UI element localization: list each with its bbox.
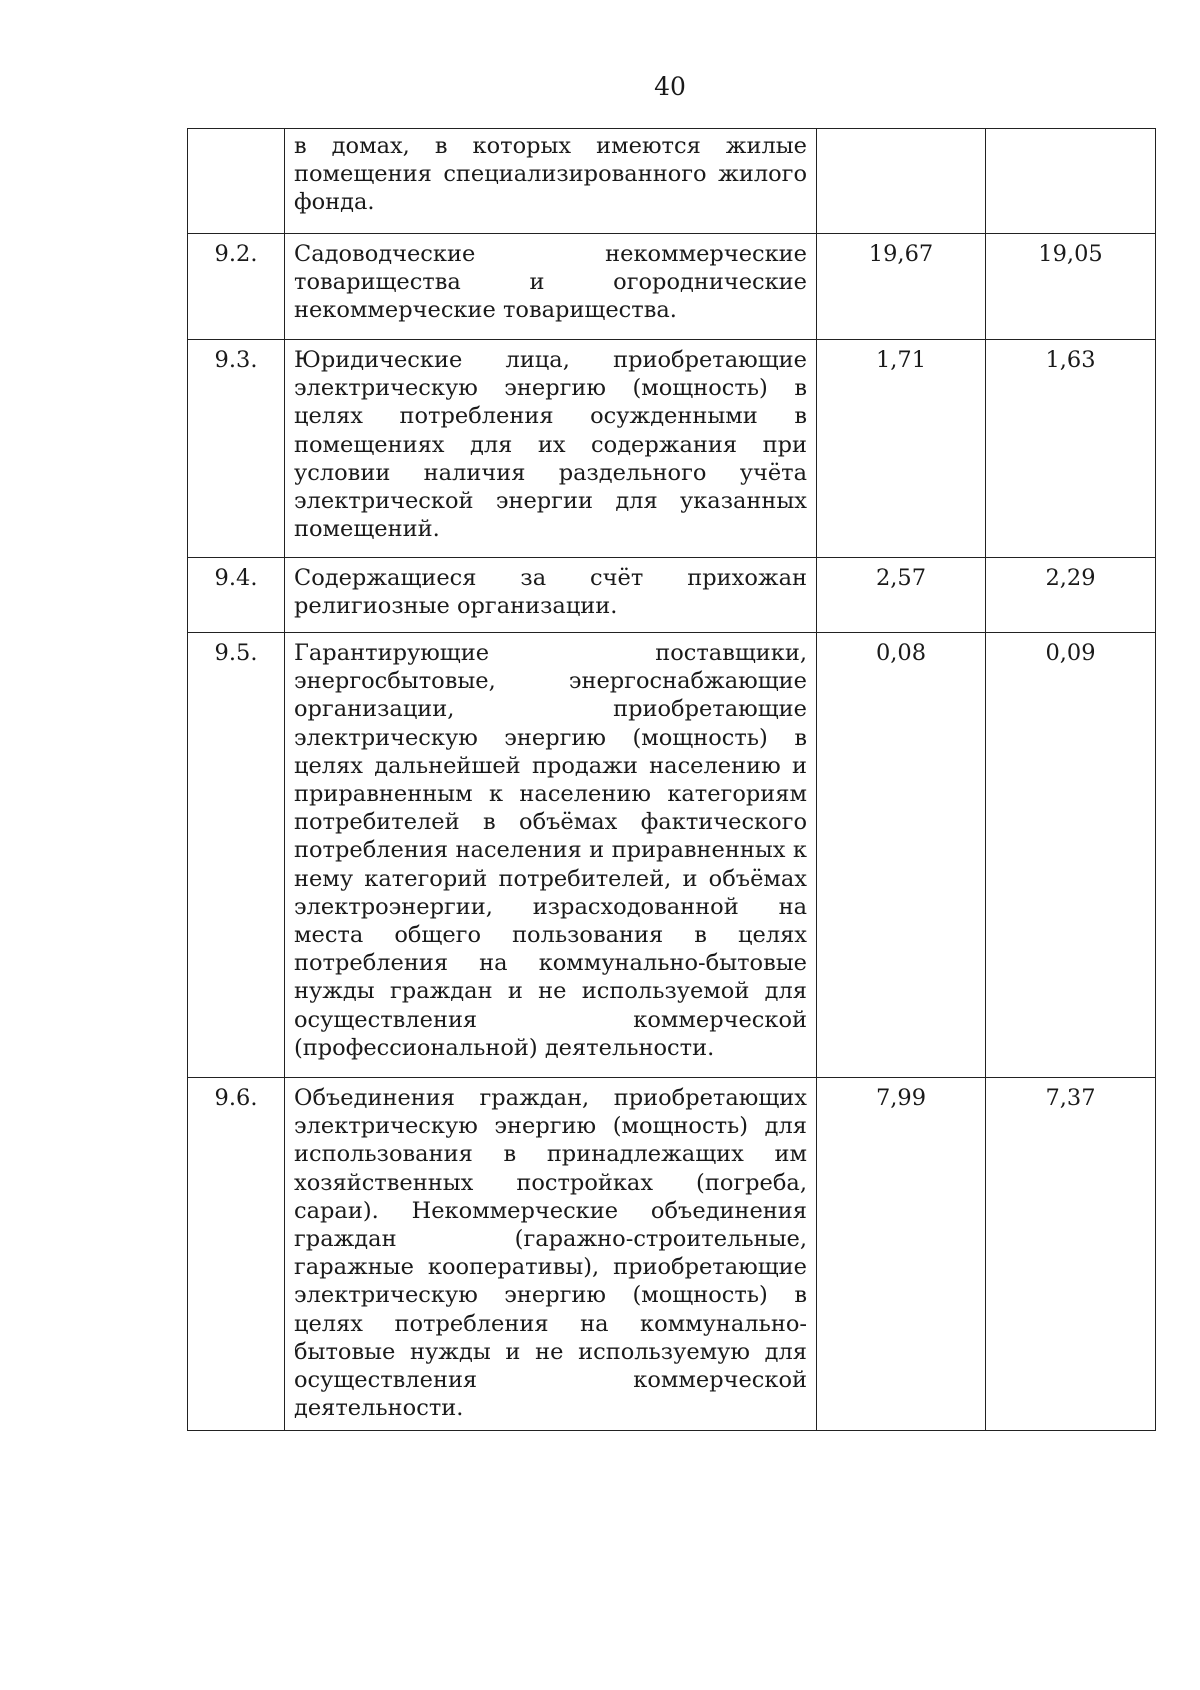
row-number: 9.3. xyxy=(188,340,285,558)
row-value-1: 2,57 xyxy=(817,558,986,633)
row-number xyxy=(188,129,285,234)
row-description: Гарантирующие поставщики, энергосбытовые, энергоснабжающие организации, приобретающие электрическую энергию (мощность) в целях дальнейшей продажи населению и приравненным к населению категориям потребителей в объёмах фактического потребления населения и приравненных к нему категорий потребителей, и объёмах электроэнергии, израсходованной на места общего пользования в целях потребления на коммунально-бытовые нужды граждан и не используемой для осуществления коммерческой (профессиональной) деятельности. xyxy=(285,633,817,1078)
row-number: 9.6. xyxy=(188,1078,285,1431)
row-value-1 xyxy=(817,129,986,234)
page-number: 40 xyxy=(654,72,686,101)
row-value-1: 0,08 xyxy=(817,633,986,1078)
row-value-1: 19,67 xyxy=(817,234,986,340)
row-description: Объединения граждан, приобретающих электрическую энергию (мощность) для использования в принадлежащих им хозяйственных постройках (погреба, сараи). Некоммерческие объединения граждан (гаражно-строительные, гаражные кооперативы), приобретающие электрическую энергию (мощность) в целях потребления на коммунально-бытовые нужды и не используемую для осуществления коммерческой деятельности. xyxy=(285,1078,817,1431)
row-value-2 xyxy=(986,129,1156,234)
table-row xyxy=(188,340,1156,558)
table-row xyxy=(188,633,1156,1078)
row-value-2: 2,29 xyxy=(986,558,1156,633)
row-number: 9.4. xyxy=(188,558,285,633)
tariff-table xyxy=(187,128,1156,1431)
row-description: Содержащиеся за счёт прихожан религиозные организации. xyxy=(285,558,817,633)
table-row xyxy=(188,558,1156,633)
row-description: Садоводческие некоммерческие товарищества и огороднические некоммерческие товарищества. xyxy=(285,234,817,340)
row-value-2: 0,09 xyxy=(986,633,1156,1078)
table-row xyxy=(188,129,1156,234)
table-row xyxy=(188,234,1156,340)
row-value-2: 1,63 xyxy=(986,340,1156,558)
row-description: Юридические лица, приобретающие электрическую энергию (мощность) в целях потребления осужденными в помещениях для их содержания при условии наличия раздельного учёта электрической энергии для указанных помещений. xyxy=(285,340,817,558)
row-description: в домах, в которых имеются жилые помещения специализированного жилого фонда. xyxy=(285,129,817,234)
row-value-1: 1,71 xyxy=(817,340,986,558)
row-value-1: 7,99 xyxy=(817,1078,986,1431)
row-value-2: 7,37 xyxy=(986,1078,1156,1431)
row-number: 9.5. xyxy=(188,633,285,1078)
row-number: 9.2. xyxy=(188,234,285,340)
row-value-2: 19,05 xyxy=(986,234,1156,340)
table-row xyxy=(188,1078,1156,1431)
